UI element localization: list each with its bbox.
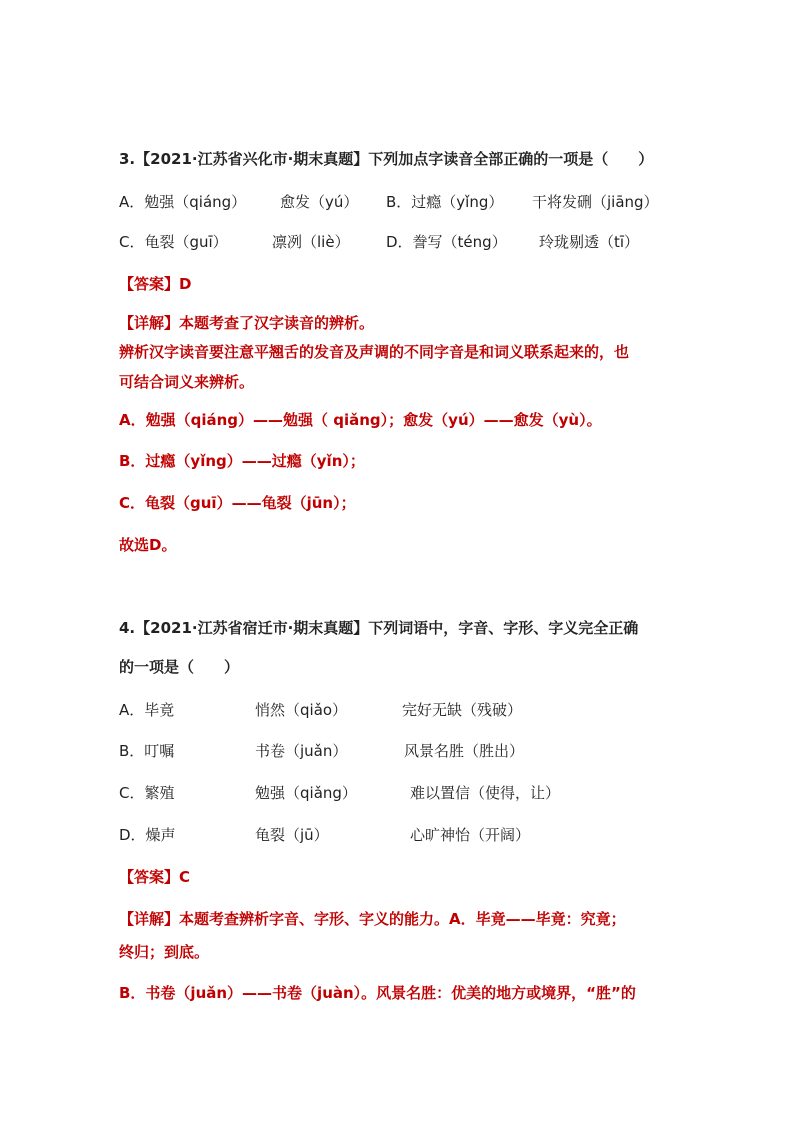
q3-detail-line-3: A．勉强（qiáng）——勉强（ qiǎng）；愈发（yú）——愈发（yù）。 [119,411,602,429]
q4-option-d-meaning: 心旷神怡（开阔） [410,826,531,844]
q4-detail-line-1: 【详解】本题考查辨析字音、字形、字义的能力。A．毕竟——毕竟：究竟； [119,910,626,928]
q3-option-d-1: D．誊写（téng） [386,233,507,251]
q4-detail-line-2: 终归；到底。 [119,943,210,961]
q4-option-b-meaning: 风景名胜（胜出） [404,742,525,760]
q4-option-c-pinyin: 勉强（qiǎng） [255,784,357,802]
q4-option-c-word: C．繁殖 [119,784,175,802]
q3-option-c-1: C．龟裂（guī） [119,233,228,251]
q4-option-c-meaning: 难以置信（使得，让） [410,784,561,802]
q4-option-d-pinyin: 龟裂（jū） [255,826,329,844]
q3-detail-line-1: 辨析汉字读音要注意平翘舌的发音及声调的不同字音是和词义联系起来的，也 [119,343,630,361]
q3-option-d-2: 玲珑剔透（tī） [539,233,640,251]
q3-option-a-2: 愈发（yú） [280,193,359,211]
q3-detail-line-5: C．龟裂（guī）——龟裂（jūn）； [119,494,356,512]
q3-conclusion: 故选D。 [119,536,177,554]
q3-detail-line-2: 可结合词义来辨析。 [119,373,255,391]
q3-detail-line-4: B．过瘾（yǐng）——过瘾（yǐn）； [119,452,365,470]
q3-option-a-1: A．勉强（qiáng） [119,193,247,211]
q3-detail-head: 【详解】本题考查了汉字读音的辨析。 [119,314,375,332]
q4-option-d-word: D．燥声 [119,826,176,844]
q4-title-line-1: 4.【2021·江苏省宿迁市·期末真题】下列词语中，字音、字形、字义完全正确 [119,619,639,637]
q4-option-a-meaning: 完好无缺（残破） [402,701,523,719]
q4-option-b-word: B．叮嘱 [119,742,175,760]
q3-answer: 【答案】D [119,275,192,293]
q3-option-b-1: B．过瘾（yǐng） [386,193,504,211]
q4-option-b-pinyin: 书卷（juǎn） [255,742,348,760]
q3-title: 3.【2021·江苏省兴化市·期末真题】下列加点字读音全部正确的一项是（ ） [119,150,654,168]
q3-option-b-2: 干将发硎（jiāng） [532,193,659,211]
q4-option-a-word: A．毕竟 [119,701,175,719]
q4-option-a-pinyin: 悄然（qiǎo） [255,701,348,719]
q4-answer: 【答案】C [119,868,191,886]
q4-detail-line-3: B．书卷（juǎn）——书卷（juàn）。风景名胜：优美的地方或境界，“胜”的 [119,984,636,1002]
q4-title-line-2: 的一项是（ ） [119,658,240,676]
q3-option-c-2: 凛冽（liè） [272,233,350,251]
